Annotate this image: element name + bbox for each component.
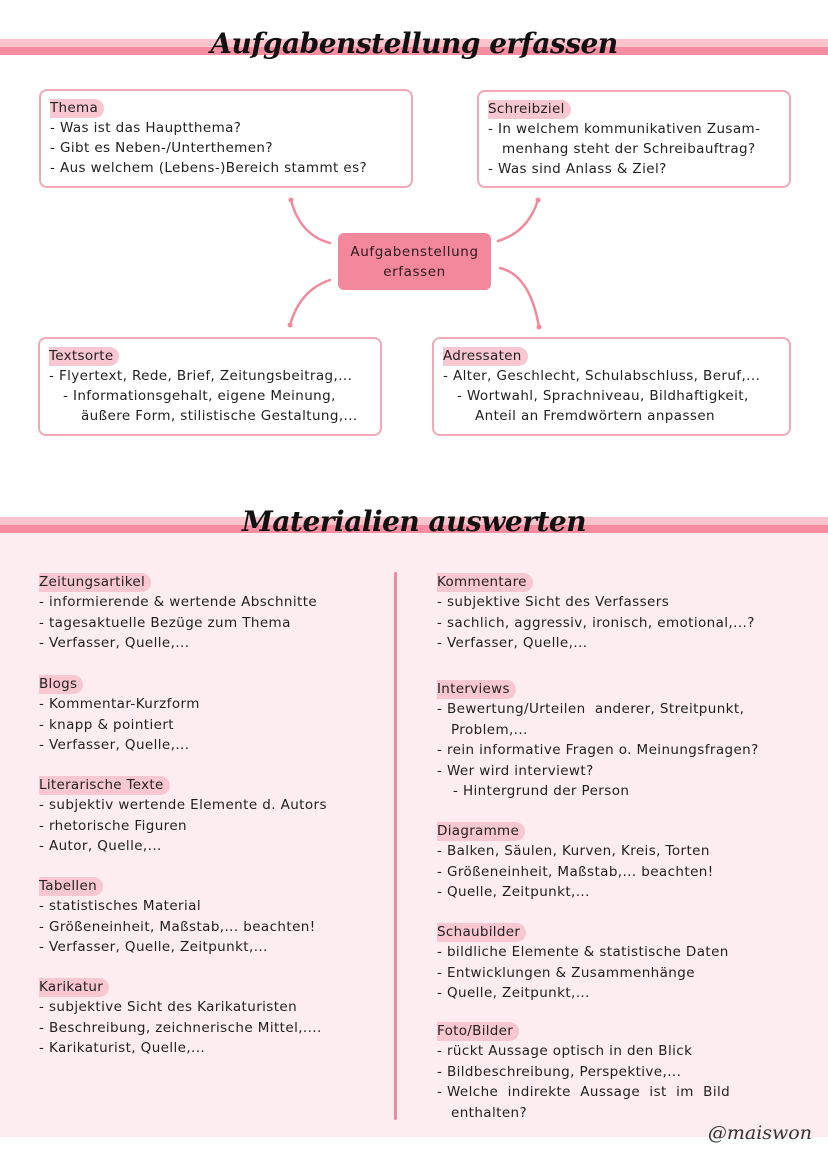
list-item: - Verfasser, Quelle,...	[39, 737, 190, 753]
group-schaubilder	[437, 921, 729, 1004]
list-item: - Wer wird interviewt?	[437, 762, 594, 779]
list-item: - Quelle, Zeitpunkt,...	[437, 884, 590, 900]
list-item: - Quelle, Zeitpunkt,...	[437, 985, 590, 1001]
list-item: menhang steht der Schreibauftrag?	[502, 141, 756, 157]
list-item: - subjektive Sicht des Karikaturisten	[39, 999, 298, 1015]
list-item: - Flyertext, Rede, Brief, Zeitungsbeitrag,...	[49, 368, 353, 384]
arrow-to-thema	[291, 200, 330, 243]
list-item: - Bildbeschreibung, Perspektive,...	[437, 1063, 682, 1080]
heading-interviews: Interviews	[437, 680, 516, 699]
list-item: - Informationsgehalt, eigene Meinung,	[63, 388, 336, 404]
list-item: - Verfasser, Quelle,...	[437, 635, 588, 651]
center-node	[338, 233, 491, 290]
heading-textsorte: Textsorte	[49, 347, 119, 366]
list-item: - statistisches Material	[39, 898, 201, 914]
center-line-1: Aufgabenstellung	[350, 243, 479, 260]
box-thema	[39, 89, 413, 188]
list-item: - rhetorische Figuren	[39, 817, 187, 834]
list-item: - knapp & pointiert	[39, 716, 174, 733]
group-karikatur	[39, 976, 322, 1059]
heading-schreibziel: Schreibziel	[488, 100, 571, 119]
list-item: - Beschreibung, zeichnerische Mittel,....	[39, 1019, 322, 1036]
column-divider	[394, 572, 397, 1120]
list-item: - Größeneinheit, Maßstab,... beachten!	[437, 863, 714, 880]
heading-literarische-texte: Literarische Texte	[39, 776, 170, 795]
list-item: - rein informative Fragen o. Meinungsfragen?	[437, 742, 759, 758]
section-title-materialien	[0, 505, 828, 538]
list-item: - Bewertung/Urteilen anderer, Streitpunkt,	[437, 701, 745, 717]
list-item: - Was sind Anlass & Ziel?	[488, 161, 667, 177]
list-item: - Welche indirekte Aussage ist im Bild	[437, 1084, 731, 1100]
list-item: - subjektive Sicht des Verfassers	[437, 594, 670, 610]
group-blogs	[39, 673, 200, 756]
list-item: - Größeneinheit, Maßstab,... beachten!	[39, 918, 316, 935]
list-item: - tagesaktuelle Bezüge zum Thema	[39, 614, 291, 631]
group-literarische-texte	[39, 774, 327, 857]
list-item: - rückt Aussage optisch in den Blick	[437, 1043, 693, 1059]
list-item: - subjektiv wertende Elemente d. Autors	[39, 797, 327, 813]
list-item: - bildliche Elemente & statistische Daten	[437, 944, 729, 960]
list-item: - informierende & wertende Abschnitte	[39, 594, 318, 610]
heading-adressaten: Adressaten	[443, 347, 528, 366]
group-tabellen	[39, 875, 316, 958]
group-diagramme	[437, 820, 714, 903]
box-textsorte	[38, 337, 382, 436]
section-title-text: Materialien auswerten	[241, 505, 587, 538]
heading-thema: Thema	[50, 99, 104, 118]
list-item: - Entwicklungen & Zusammenhänge	[437, 964, 695, 981]
center-line-2: erfassen	[383, 263, 446, 280]
arrow-to-textsorte	[290, 280, 330, 325]
group-foto-bilder	[437, 1020, 730, 1123]
heading-blogs: Blogs	[39, 675, 83, 694]
list-item: Anteil an Fremdwörtern anpassen	[475, 408, 715, 424]
heading-tabellen: Tabellen	[39, 877, 103, 896]
heading-zeitungsartikel: Zeitungsartikel	[39, 573, 151, 592]
author-signature: @maiswon	[707, 1122, 812, 1144]
heading-foto-bilder: Foto/Bilder	[437, 1022, 519, 1041]
box-schreibziel	[477, 90, 791, 188]
arrow-to-adressaten	[500, 268, 539, 327]
list-item: äußere Form, stilistische Gestaltung,...	[81, 408, 358, 424]
list-item: - Verfasser, Quelle, Zeitpunkt,...	[39, 939, 268, 955]
list-item: - Wortwahl, Sprachniveau, Bildhaftigkeit,	[457, 388, 749, 404]
group-interviews	[437, 678, 759, 802]
heading-schaubilder: Schaubilder	[437, 923, 526, 942]
list-item: - Gibt es Neben-/Unterthemen?	[50, 140, 273, 156]
list-item: - Balken, Säulen, Kurven, Kreis, Torten	[437, 843, 710, 859]
list-item: - Hintergrund der Person	[453, 783, 630, 799]
heading-karikatur: Karikatur	[39, 978, 109, 997]
list-item: - Verfasser, Quelle,...	[39, 635, 190, 651]
list-item: - Autor, Quelle,...	[39, 838, 162, 854]
list-item: - sachlich, aggressiv, ironisch, emotional,...?	[437, 614, 755, 631]
list-item: Problem,...	[451, 721, 528, 738]
box-adressaten	[432, 337, 791, 436]
arrow-to-schreibziel	[498, 200, 538, 241]
group-kommentare	[437, 571, 755, 654]
list-item: - Aus welchem (Lebens-)Bereich stammt es?	[50, 160, 368, 176]
heading-diagramme: Diagramme	[437, 822, 525, 841]
list-item: - Alter, Geschlecht, Schulabschluss, Beruf,...	[443, 368, 761, 384]
list-item: - Karikaturist, Quelle,...	[39, 1040, 206, 1056]
list-item: - In welchem kommunikativen Zusam-	[488, 121, 761, 137]
group-zeitungsartikel	[39, 571, 317, 654]
section-title-text: Aufgabenstellung erfassen	[210, 27, 618, 60]
list-item: - Kommentar-Kurzform	[39, 696, 200, 712]
heading-kommentare: Kommentare	[437, 573, 533, 592]
list-item: enthalten?	[451, 1104, 528, 1121]
list-item: - Was ist das Hauptthema?	[50, 120, 242, 136]
